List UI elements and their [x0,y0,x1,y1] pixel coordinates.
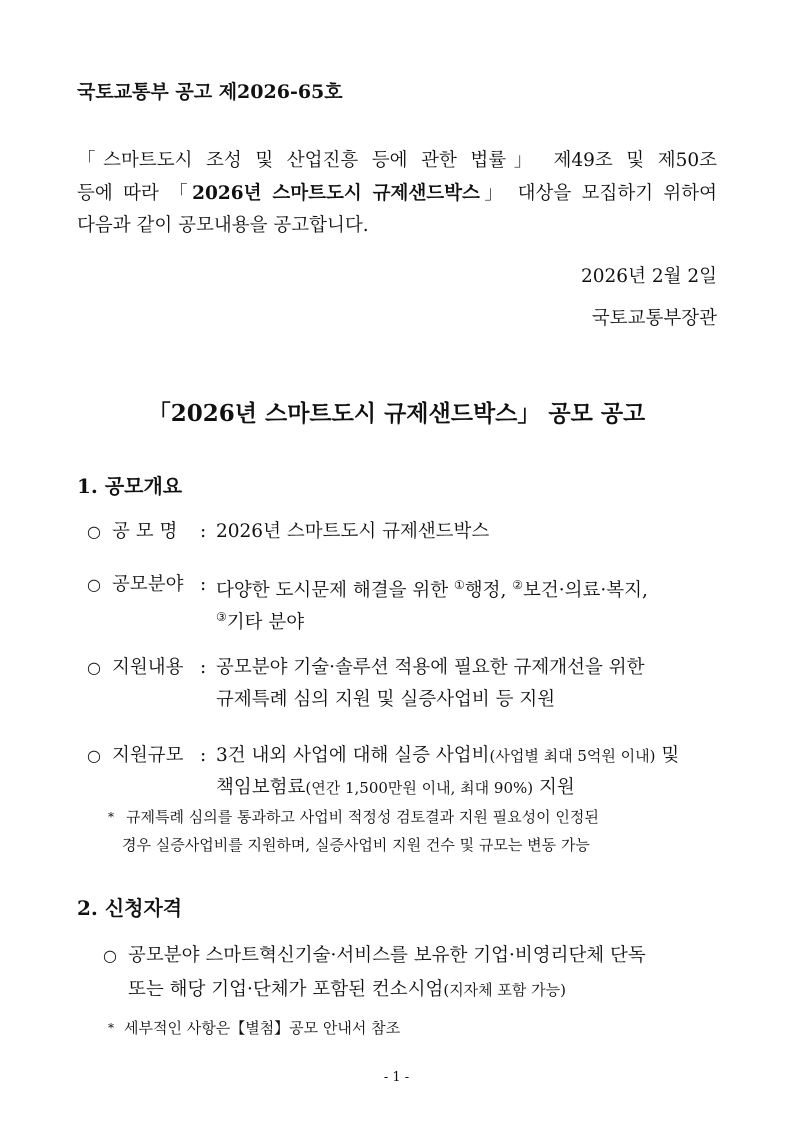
document-title: 「2026년 스마트도시 규제샌드박스」 공모 공고 [147,400,646,427]
insurance-support: 지원 [533,777,575,798]
circled-number-1: ① [453,578,465,592]
scale-and: 및 [655,745,680,766]
intro-paragraph [77,145,717,243]
item-colon: : [200,745,207,766]
item-label: 공 모 명 [112,521,178,542]
field-health: 보건·의료·복지, [523,580,648,601]
insurance-limit: (연간 1,500만원 이내, 최대 90%) [305,779,534,797]
overview-item-support-scale [0,740,793,810]
bullet-circle: ○ [87,746,101,765]
bullet-circle: ○ [103,946,117,965]
notice-number: 국토교통부 공고 제2026-65호 [77,81,343,103]
intro-line-2-post: 」 대상을 모집하기 위하여 [479,182,718,204]
circled-number-3: ③ [216,610,227,624]
section-2-note [0,1013,793,1043]
item-colon: : [200,574,207,595]
scale-limit: (사업별 최대 5억원 이내) [489,747,656,765]
consortium-note: (지자체 포함 가능) [443,981,567,999]
item-value-line-1 [216,740,679,773]
note-mark: * [108,810,114,824]
note-text: 세부적인 사항은【별첨】공모 안내서 참조 [124,1019,401,1037]
section-1-note [0,802,793,862]
intro-line-2 [77,178,717,211]
item-colon: : [200,521,207,542]
intro-line-3: 다음과 같이 공모내용을 공고합니다. [77,215,369,236]
overview-item-field [0,569,793,639]
consortium-text: 또는 해당 기업·단체가 포함된 컨소시엄 [128,979,444,1000]
eligibility-line-1: 공모분야 스마트혁신기술·서비스를 보유한 기업·비영리단체 단독 [128,945,646,966]
item-label: 지원규모 [112,745,184,766]
note-mark: * [108,1021,114,1035]
field-admin: 행정, [464,580,513,601]
announcement-date: 2026년 2월 2일 [581,266,717,287]
scale-main: 3건 내외 사업에 대해 실증 사업비 [216,745,490,766]
item-value-line-2 [216,772,575,805]
note-line-1: 규제특례 심의를 통과하고 사업비 적정성 검토결과 지원 필요성이 인정된 [126,808,599,826]
item-value: 2026년 스마트도시 규제샌드박스 [216,521,490,542]
item-value-line-2 [216,601,304,640]
insurance-label: 책임보험료 [216,777,306,798]
overview-item-support-content [0,652,793,722]
field-intro: 다양한 도시문제 해결을 위한 [216,580,454,601]
intro-line-1: 「스마트도시 조성 및 산업진흥 등에 관한 법률」 제49조 및 제50조 [77,150,717,171]
intro-line-2-pre: 등에 따라 「 [77,182,193,204]
page-number: - 1 - [383,1070,410,1085]
section-1-heading: 1. 공모개요 [77,474,183,498]
bullet-circle: ○ [87,522,101,541]
item-value-line-2: 규제특례 심의 지원 및 실증사업비 등 지원 [216,689,556,710]
program-name: 2026년 스마트도시 규제샌드박스 [192,182,480,204]
item-label: 지원내용 [112,657,184,678]
note-line-2: 경우 실증사업비를 지원하며, 실증사업비 지원 건수 및 규모는 변동 가능 [122,836,590,854]
field-other: 기타 분야 [226,612,305,633]
eligibility-item [0,940,793,1010]
section-2-heading: 2. 신청자격 [77,896,183,920]
item-colon: : [200,657,207,678]
bullet-circle: ○ [87,575,101,594]
circled-number-2: ② [512,578,524,592]
bullet-circle: ○ [87,658,101,677]
item-value-line-1: 공모분야 기술·솔루션 적용에 필요한 규제개선을 위한 [216,657,645,678]
issuer: 국토교통부장관 [591,308,717,329]
overview-item-name [0,516,793,550]
eligibility-line-2 [128,974,566,1007]
item-label: 공모분야 [112,574,184,595]
